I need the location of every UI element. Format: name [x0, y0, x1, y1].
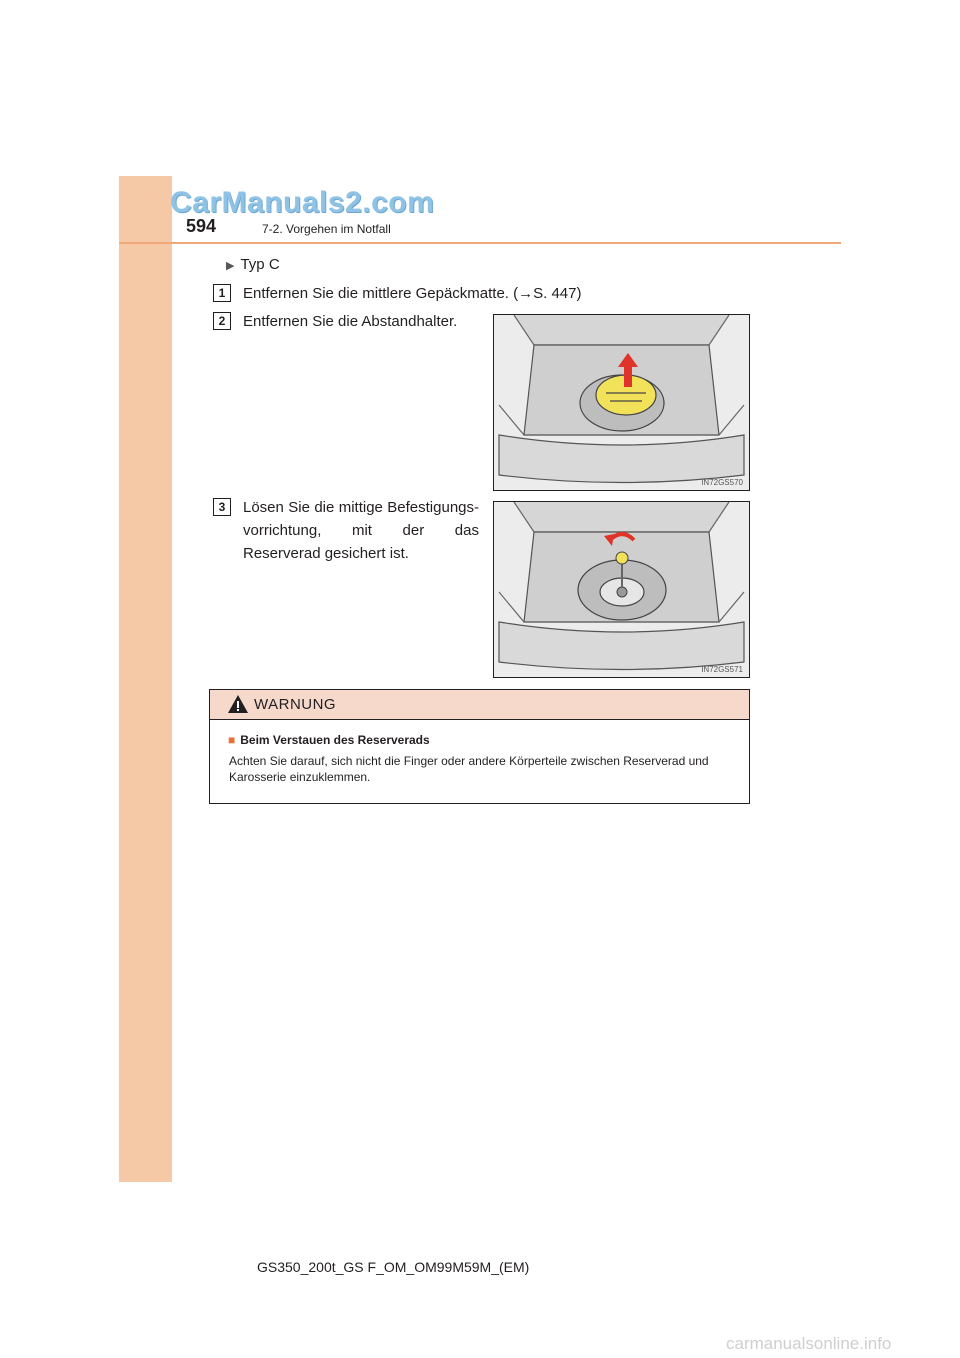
illustration-remove-spacer [493, 314, 750, 491]
trunk-illustration-1 [494, 315, 749, 490]
watermark-bottom: carmanualsonline.info [726, 1334, 892, 1353]
image-code-2: IN72GS571 [701, 665, 743, 674]
warning-subheading-text: Beim Verstauen des Reserverads [240, 733, 430, 747]
step-number-3: 3 [213, 498, 231, 516]
watermark-logo: CarManuals2.com [170, 186, 435, 219]
type-label [226, 256, 280, 273]
header-divider [119, 242, 841, 244]
footer-code: GS350_200t_GS F_OM_OM99M59M_(EM) [257, 1259, 530, 1275]
image-code-1: IN72GS570 [701, 478, 743, 487]
illustration-release-fastener [493, 501, 750, 678]
trunk-illustration-2 [494, 502, 749, 677]
side-band [119, 176, 172, 1182]
square-bullet-icon: ■ [228, 733, 236, 747]
section-title: 7-2. Vorgehen im Notfall [262, 222, 391, 236]
triangle-bullet-icon: ▶ [226, 260, 235, 272]
warning-box [209, 689, 750, 804]
warning-triangle-icon [227, 694, 249, 714]
warning-title: WARNUNG [254, 696, 337, 713]
type-label-text: Typ C [240, 256, 280, 273]
warning-body: Achten Sie darauf, sich nicht die Finger oder andere Körperteile zwischen Reserverad und Karosserie einzuklemmen. [229, 754, 709, 784]
warning-subheading [228, 733, 430, 747]
page-number: 594 [186, 216, 217, 236]
step-text-3: Lösen Sie die mittige Befestigungs-vorrichtung, mit der das Reserverad gesichert ist. [243, 499, 479, 562]
warning-header [210, 690, 749, 720]
step-text-2: Entfernen Sie die Abstandhalter. [243, 313, 458, 330]
step-number-1: 1 [213, 284, 231, 302]
step-text-1: Entfernen Sie die mittlere Gepäckmatte. (→S. 447) [243, 285, 582, 302]
step-number-2: 2 [213, 312, 231, 330]
